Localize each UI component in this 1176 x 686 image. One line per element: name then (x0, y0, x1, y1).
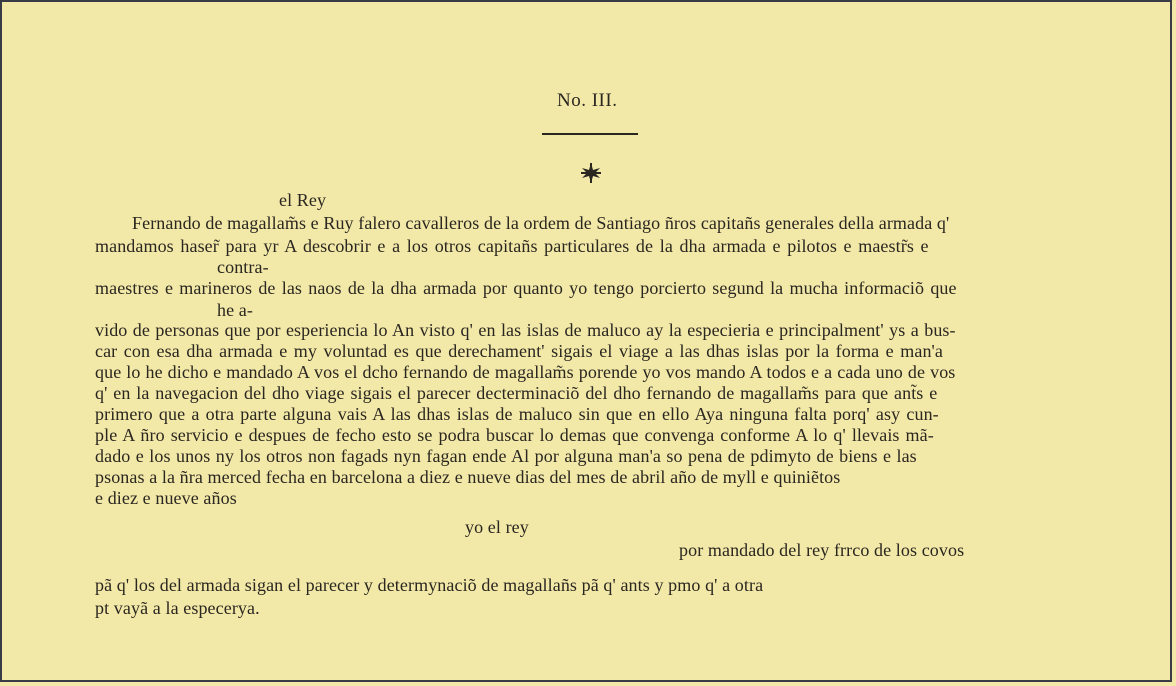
body-line: car con esa dha armada e my voluntad es que derechament' sigais el viage a las dhas islas por la forma e man'a (95, 341, 943, 361)
body-line: dado e los unos ny los otros non fagads nyn fagan ende Al por alguna man'a so pena de pdimyto de biens e las (95, 446, 917, 466)
body-line: Fernando de magallam̃s e Ruy falero cavalleros de la ordem de Santiago ñros capitañs generales della armada q' (132, 213, 950, 233)
salutation: el Rey (279, 190, 327, 210)
countersign: por mandado del rey frrco de los covos (679, 540, 965, 560)
heading-rule (542, 133, 638, 135)
body-line: maestres e marineros de las naos de la dha armada por quanto yo tengo porcierto segund la mucha informaciõ que (95, 278, 957, 298)
body-line: e diez e nueve años (95, 488, 237, 508)
signature: yo el rey (465, 517, 529, 537)
endorsement-line: pt vayã a la especerya. (95, 598, 260, 618)
body-line: mandamos haser̃ para yr A descobrir e a los otros capitañs particulares de la dha armada e pilotos e maestr̃s e (95, 236, 929, 256)
body-line: psonas a la ñra merced fecha en barcelona a diez e nueve dias del mes de abril año de myll e quiniẽtos (95, 467, 841, 487)
body-line: que lo he dicho e mandado A vos el dcho fernando de magallam̃s porende yo vos mando A todos e a cada uno de vos (95, 362, 956, 382)
body-line: primero que a otra parte alguna vais A las dhas islas de maluco sin que en ello Aya ninguna falta porq' asy cun- (95, 404, 939, 424)
body-line: q' en la navegacion del dho viage sigais el parecer decterminaciõ del dho fernando de magallam̃s para que ant̃s e (95, 383, 938, 403)
body-line: ple A ñro servicio e despues de fecho esto se podra buscar lo demas que convenga conforme A lo q' llevais mã- (95, 425, 934, 445)
endorsement-line: pã q' los del armada sigan el parecer y determynaciõ de magallañs pã q' ants y pmo q' a otra (95, 575, 764, 595)
body-line: vido de personas que por esperiencia lo An visto q' en las islas de maluco ay la especieria e principalment' ys a bus- (95, 320, 956, 340)
body-line: contra- (217, 257, 269, 277)
cross-pattee-icon (580, 162, 602, 184)
body-line: he a- (217, 300, 253, 320)
document-heading: No. III. (557, 90, 618, 111)
